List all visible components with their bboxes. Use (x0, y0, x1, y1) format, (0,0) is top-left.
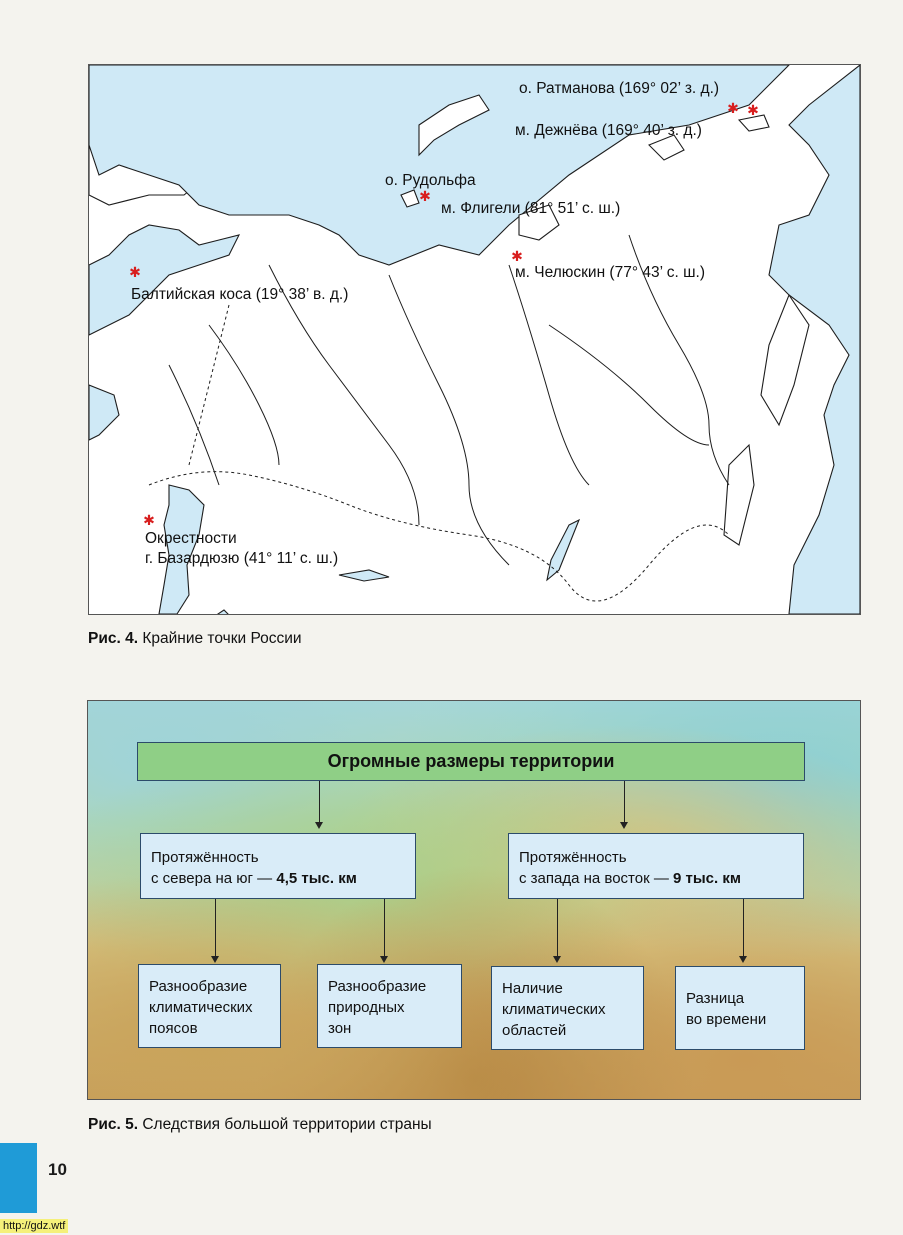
west-east-line1: Протяжённость (519, 849, 627, 866)
north-south-line2-row (151, 868, 405, 889)
figure4-caption-number: Рис. 4. (88, 630, 139, 647)
label-bazardyuzyu-2: г. Базардюзю (41° 11’ с. ш.) (145, 550, 339, 567)
label-chelyuskin: м. Челюскин (77° 43’ с. ш.) (515, 264, 706, 281)
west-east-value: 9 тыс. км (673, 870, 741, 887)
label-bazardyuzyu-1: Окрестности (145, 530, 237, 547)
north-south-value: 4,5 тыс. км (276, 870, 357, 887)
figure4-caption (88, 630, 302, 648)
consequence-line: во времени (686, 1011, 767, 1028)
arrow-head (620, 822, 628, 829)
arrow-line (743, 899, 744, 957)
consequence-line: областей (502, 1022, 567, 1039)
consequence-line: зон (328, 1020, 352, 1037)
label-baltic: Балтийская коса (19° 38’ в. д.) (131, 286, 349, 303)
arrow-line (384, 899, 385, 957)
consequence-climate-regions (491, 966, 644, 1050)
marker-ratmanova: ✱ (727, 101, 739, 117)
marker-fligeli: ✱ (419, 189, 431, 205)
russia-extreme-points-map (88, 64, 861, 615)
box-huge-territory: Огромные размеры территории (137, 742, 805, 781)
marker-dezhneva: ✱ (747, 103, 759, 119)
label-ratmanova: о. Ратманова (169° 02’ з. д.) (519, 80, 720, 97)
marker-chelyuskin: ✱ (511, 249, 523, 265)
consequence-line: климатических (149, 999, 253, 1016)
territory-consequences-diagram (87, 700, 861, 1100)
arrow-line (319, 781, 320, 823)
consequence-climate-belts (138, 964, 281, 1048)
figure5-caption (88, 1116, 432, 1134)
arrow-head (315, 822, 323, 829)
west-east-line2-row (519, 868, 793, 889)
figure5-caption-number: Рис. 5. (88, 1116, 139, 1133)
box-west-east (508, 833, 804, 899)
consequence-line: Разнообразие (149, 978, 248, 995)
page-color-tab (0, 1143, 37, 1213)
consequence-line: Разнообразие (328, 978, 427, 995)
arrow-line (624, 781, 625, 823)
marker-baltic: ✱ (129, 265, 141, 281)
box-north-south (140, 833, 416, 899)
arrow-line (215, 899, 216, 957)
consequence-line: Наличие (502, 980, 563, 997)
north-south-line2: с севера на юг — (151, 870, 273, 887)
figure5-caption-text: Следствия большой территории страны (142, 1116, 432, 1133)
arrow-head (553, 956, 561, 963)
consequence-line: природных (328, 999, 405, 1016)
arrow-line (557, 899, 558, 957)
page-number: 10 (48, 1160, 67, 1179)
label-dezhneva: м. Дежнёва (169° 40’ з. д.) (515, 122, 702, 139)
west-east-line2: с запада на восток — (519, 870, 669, 887)
arrow-head (380, 956, 388, 963)
source-url: http://gdz.wtf (0, 1219, 68, 1233)
label-rudolfa: о. Рудольфа (385, 172, 476, 189)
north-south-line1: Протяжённость (151, 849, 259, 866)
figure4-caption-text: Крайние точки России (142, 630, 302, 647)
consequence-time-difference (675, 966, 805, 1050)
arrow-head (211, 956, 219, 963)
consequence-line: Разница (686, 990, 745, 1007)
marker-bazardyuzyu: ✱ (143, 513, 155, 529)
label-fligeli: м. Флигели (81° 51’ с. ш.) (441, 200, 621, 217)
consequence-line: климатических (502, 1001, 606, 1018)
consequence-line: поясов (149, 1020, 198, 1037)
consequence-natural-zones (317, 964, 462, 1048)
arrow-head (739, 956, 747, 963)
